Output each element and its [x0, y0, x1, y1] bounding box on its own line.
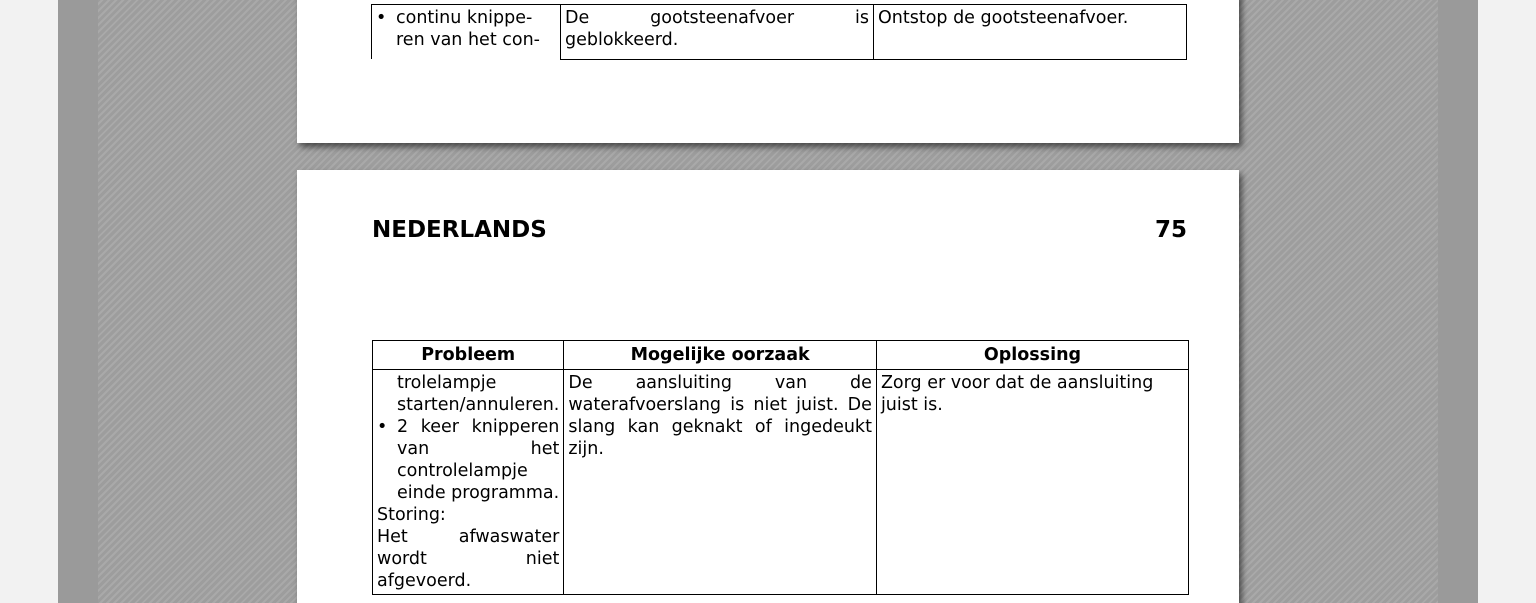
- troubleshooting-table: [372, 340, 1189, 595]
- page-74: [297, 0, 1239, 143]
- page-75: [297, 170, 1239, 603]
- column-header-cause: Mogelijke oorzaak: [564, 341, 877, 370]
- bullet-icon: •: [376, 8, 387, 28]
- problem-cell: [372, 5, 561, 60]
- solution-cell: Zorg er voor dat de aansluiting juist is.: [876, 370, 1188, 595]
- troubleshooting-table-continued: [371, 4, 1187, 60]
- column-header-problem: Probleem: [373, 341, 564, 370]
- document-viewer[interactable]: [58, 0, 1478, 603]
- problem-cell: [373, 370, 564, 595]
- problem-bullet: 2 keer knipperen van het controlelampje einde programma.: [397, 417, 560, 503]
- bullet-icon: •: [377, 417, 388, 437]
- fault-label: Storing:: [377, 505, 446, 525]
- page-number: 75: [1154, 217, 1187, 243]
- table-row: [373, 370, 1189, 595]
- table-header-row: [373, 341, 1189, 370]
- language-header: NEDERLANDS: [372, 217, 547, 243]
- problem-line-2: ren van het con-: [396, 30, 540, 50]
- cause-cell: De aansluiting van de waterafvoerslang is niet juist. De slang kan geknakt of ingedeukt zijn.: [564, 370, 877, 595]
- solution-cell: Ontstop de gootsteenafvoer.: [873, 5, 1186, 60]
- problem-line-1: continu knippe-: [396, 8, 533, 28]
- cause-cell: De gootsteenafvoer is geblokkeerd.: [561, 5, 874, 60]
- table-row: [372, 5, 1187, 60]
- problem-continued: trolelampje starten/annuleren.: [397, 373, 560, 415]
- column-header-solution: Oplossing: [876, 341, 1188, 370]
- fault-text: Het afwaswater wordt niet afgevoerd.: [377, 527, 560, 591]
